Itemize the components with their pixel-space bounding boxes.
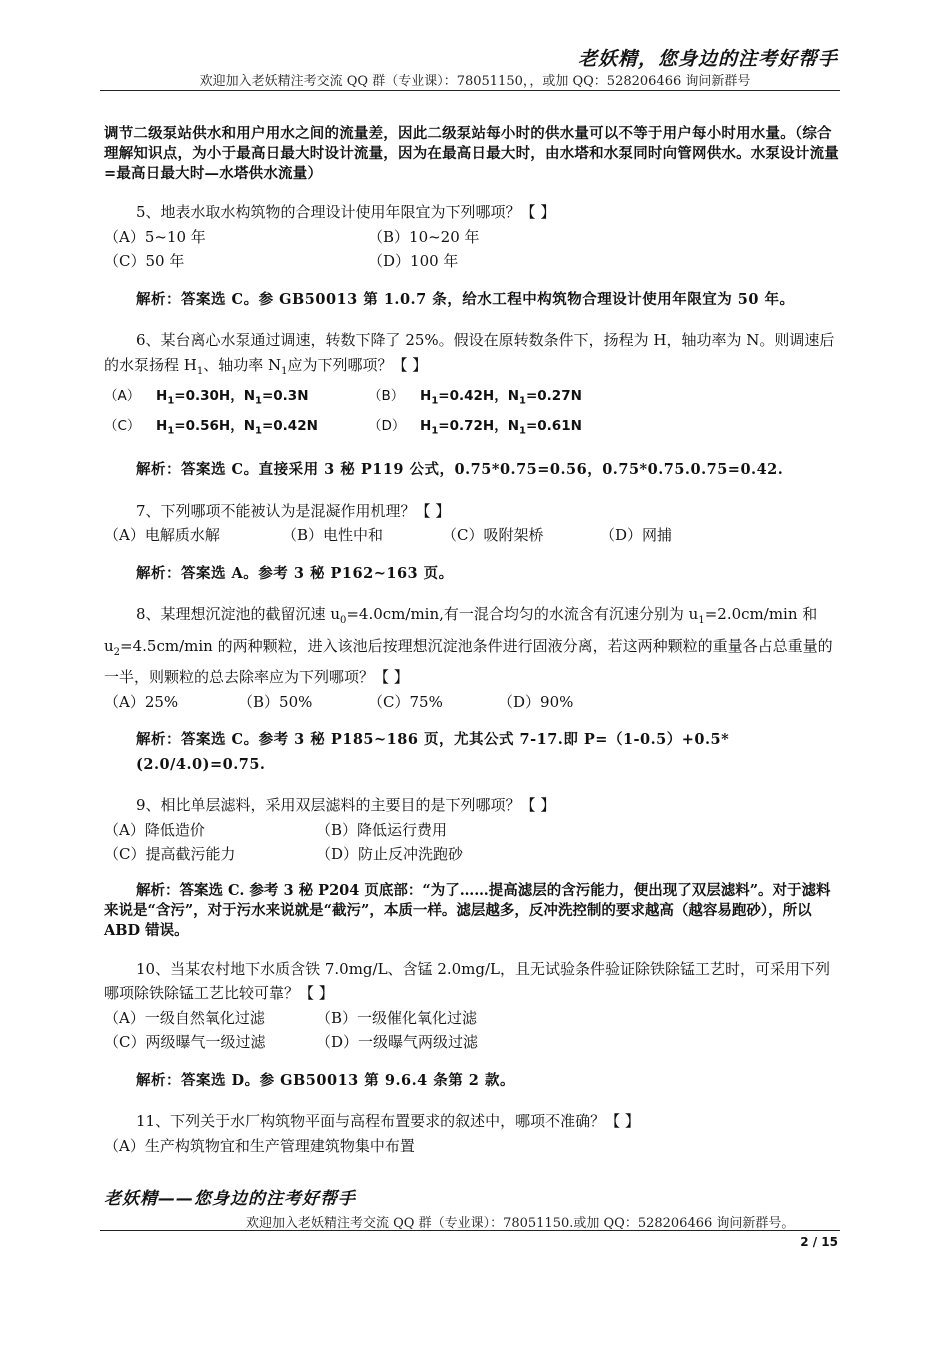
option-part: =0.42N [261, 418, 318, 435]
subscript: 1 [167, 395, 175, 407]
answer-explanation: 解析：答案选 C。直接采用 3 秘 P119 公式，0.75*0.75=0.56，0.75*0.75.0.75=0.42. [136, 461, 784, 479]
options [104, 384, 840, 444]
subscript: 1 [196, 365, 204, 377]
question-text: 9、相比单层滤料，采用双层滤料的主要目的是下列哪项？【 】 [136, 796, 556, 815]
header-brand: 老妖精，您身边的注考好帮手 [577, 48, 838, 70]
footer-subtitle: 欢迎加入老妖精注考交流 QQ 群（专业课）：78051150.或加 QQ：528206466 询问新群号。 [246, 1216, 795, 1231]
subscript: 2 [113, 646, 121, 658]
question-11 [104, 1109, 840, 1158]
question-text-part: 6、某台离心水泵通过调速，转数下降了 25%。假设在原转数条件下，扬程为 H，轴功率为 N。则调速后的水泵扬程 H [104, 331, 835, 374]
main-content [104, 124, 840, 1158]
option-d: （D）一级曝气两级过滤 [316, 1033, 479, 1052]
subscript: 1 [431, 425, 439, 437]
question-text-part: =4.5cm/min 的两种颗粒，进入该池后按理想沉淀池条件进行固液分离，若这两种颗粒的重量各占总重量的一半，则颗粒的总去除率应为下列哪项？【 】 [104, 636, 833, 687]
answer-explanation: 解析：答案选 C。参考 3 秘 P185~186 页，尤其公式 7-17.即 P=（1-0.5）+0.5*(2.0/4.0)=0.75. [136, 731, 730, 773]
subscript: 1 [281, 365, 288, 377]
footer-brand: 老妖精——您身边的注考好帮手 [104, 1189, 356, 1209]
subscript: 1 [431, 395, 439, 407]
option-part: =0.27N [525, 388, 582, 404]
option-part: =0.56H，N [174, 418, 255, 435]
option-part: =0.30H，N [174, 388, 255, 404]
answer-explanation: 解析：答案选 C。参 GB50013 第 1.0.7 条，给水工程中构筑物合理设计使用年限宜为 50 年。 [136, 290, 795, 308]
answer-explanation: 解析：答案选 C. 参考 3 秘 P204 页底部：“为了……提高滤层的含污能力，便出现了双层滤料”。对于滤料来说是“含污”，对于污水来说就是“截污”，本质一样。滤层越多，反冲洗控制的要求越高（越容易跑砂），所以 ABD 错误。 [104, 881, 831, 939]
question-text-part: 应为下列哪项？【 】 [287, 355, 428, 374]
option-a: （A）25% [104, 692, 179, 711]
question-text [104, 328, 840, 384]
option-c: （C）两级曝气一级过滤 [104, 1033, 266, 1052]
question-5 [104, 200, 840, 312]
question-text-part: 8、某理想沉淀池的截留沉速 u [136, 605, 340, 624]
subscript: 0 [339, 615, 347, 627]
question-text: 7、下列哪项不能被认为是混凝作用机理？【 】 [136, 501, 451, 520]
options [104, 225, 840, 274]
option-part: =0.72H，N [438, 418, 519, 435]
answer-explanation: 解析：答案选 D。参 GB50013 第 9.6.4 条第 2 款。 [136, 1071, 515, 1089]
option-b: （B）一级催化氧化过滤 [316, 1008, 478, 1027]
question-text: 11、下列关于水厂构筑物平面与高程布置要求的叙述中，哪项不准确？【 】 [136, 1112, 640, 1131]
option-b: （B）50% [238, 692, 313, 711]
option-c [104, 414, 368, 444]
option-part: =0.3N [261, 388, 309, 404]
question-8 [104, 602, 840, 777]
option-label: （B） [368, 388, 405, 404]
option-b: （B）降低运行费用 [316, 820, 448, 839]
option-c: （C）75% [368, 692, 443, 711]
option-c: （C）50 年 [104, 252, 185, 270]
option-label: （D） [368, 418, 406, 435]
option-label: （C） [104, 418, 141, 435]
option-c: （C）提高截污能力 [104, 845, 236, 864]
option-b: （B）电性中和 [282, 526, 384, 545]
option-part: H [420, 418, 432, 435]
subscript: 1 [255, 395, 262, 407]
option-d [368, 414, 632, 444]
subscript: 1 [255, 425, 262, 437]
answer-explanation: 解析：答案选 A。参考 3 秘 P162~163 页。 [136, 564, 454, 582]
question-9 [104, 793, 840, 941]
option-d: （D）90% [498, 692, 574, 711]
question-10 [104, 957, 840, 1094]
question-6 [104, 328, 840, 483]
footer-rule [100, 1230, 840, 1231]
header-rule [100, 90, 840, 91]
option-d: （D）网捕 [600, 526, 673, 545]
options [104, 523, 840, 548]
subscript: 1 [519, 395, 526, 407]
option-c: （C）吸附架桥 [442, 526, 544, 545]
option-b: （B）10~20 年 [368, 227, 480, 246]
option-b [368, 384, 632, 414]
subscript: 1 [698, 615, 705, 627]
options [104, 1134, 840, 1159]
question-text-part: =4.0cm/min,有一混合均匀的水流含有沉速分别为 u [346, 605, 699, 624]
option-part: =0.42H，N [438, 388, 519, 404]
header-subtitle: 欢迎加入老妖精注考交流 QQ 群（专业课）：78051150，，或加 QQ：528206466 询问新群号 [199, 74, 751, 89]
option-label: （A） [104, 388, 141, 404]
subscript: 1 [519, 425, 526, 437]
question-text: 5、地表水取水构筑物的合理设计使用年限宜为下列哪项？【 】 [136, 203, 556, 221]
question-7 [104, 499, 840, 587]
question-text-part: 、轴功率 N [203, 355, 282, 374]
question-text [104, 602, 840, 690]
option-part: H [420, 388, 432, 404]
option-d: （D）100 年 [368, 252, 459, 270]
option-a: （A）生产构筑物宜和生产管理建筑物集中布置 [104, 1136, 415, 1155]
option-a: （A）降低造价 [104, 820, 205, 839]
page-number: 2 / 15 [800, 1235, 838, 1249]
question-text: 10、当某农村地下水质含铁 7.0mg/L、含锰 2.0mg/L，且无试验条件验证除铁除锰工艺时，可采用下列哪项除铁除锰工艺比较可靠？【 】 [104, 959, 831, 1003]
option-part: H [156, 418, 168, 435]
option-a: （A）5~10 年 [104, 227, 206, 246]
subscript: 1 [167, 425, 175, 437]
option-d: （D）防止反冲洗跑砂 [316, 845, 464, 864]
intro-paragraph: 调节二级泵站供水和用户用水之间的流量差，因此二级泵站每小时的供水量可以不等于用户每小时用水量。（综合理解知识点，为小于最高日最大时设计流量，因为在最高日最大时，由水塔和水泵同时向管网供水。水泵设计流量=最高日最大时—水塔供水流量） [104, 125, 839, 182]
options [104, 690, 840, 715]
option-a: （A）电解质水解 [104, 526, 220, 545]
question-text-part: =2.0cm/min 和 u [104, 605, 818, 655]
option-a: （A）一级自然氧化过滤 [104, 1008, 265, 1027]
options [104, 1006, 840, 1055]
options [104, 818, 840, 867]
option-part: =0.61N [525, 418, 582, 435]
option-part: H [156, 388, 168, 404]
option-a [104, 384, 368, 414]
